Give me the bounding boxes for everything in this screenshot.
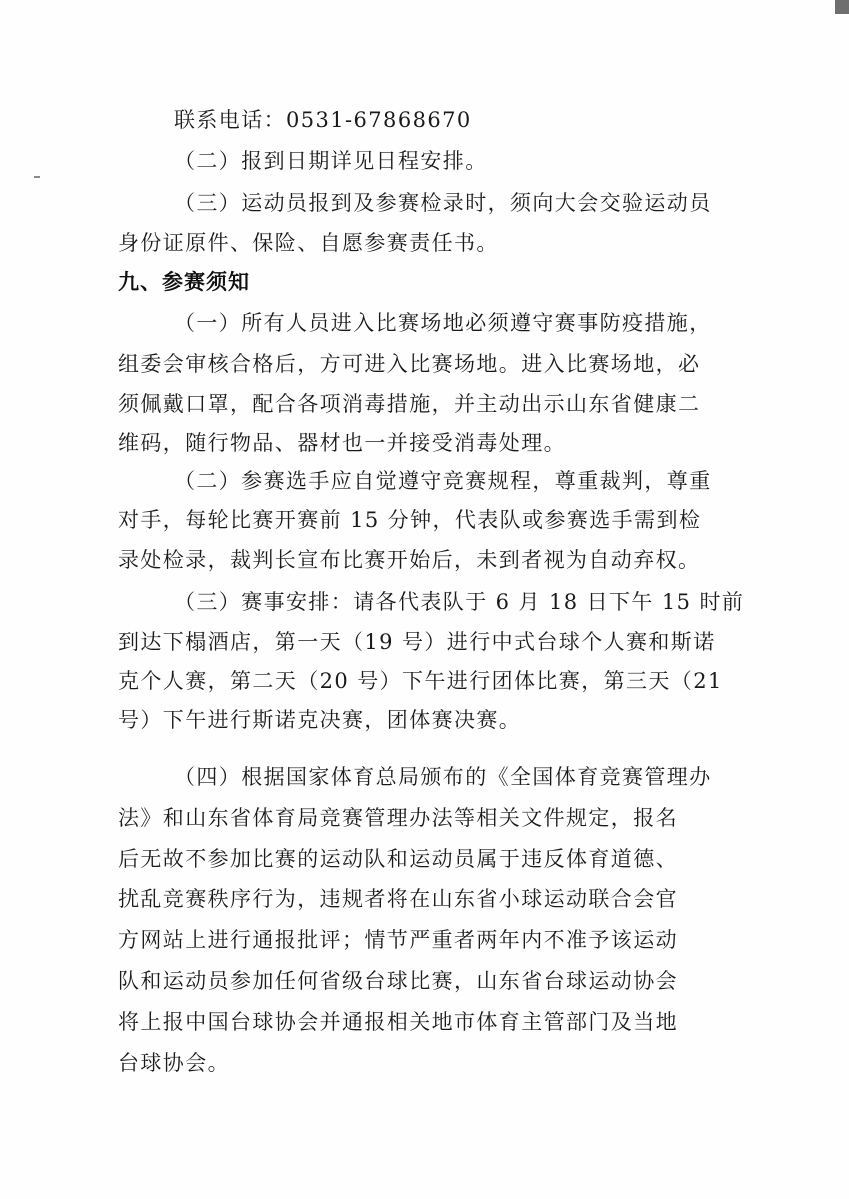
paragraph-line: （四）根据国家体育总局颁布的《全国体育竞赛管理办 bbox=[174, 765, 712, 789]
paragraph-line: 台球协会。 bbox=[118, 1051, 230, 1075]
paragraph-line: 方网站上进行通报批评；情节严重者两年内不准予该运动 bbox=[118, 928, 678, 952]
paragraph-line: 克个人赛，第二天（20 号）下午进行团体比赛，第三天（21 bbox=[118, 669, 723, 693]
paragraph-line: 扰乱竞赛秩序行为，违规者将在山东省小球运动联合会官 bbox=[118, 887, 678, 911]
paragraph-line: 录处检录，裁判长宣布比赛开始后，未到者视为自动弃权。 bbox=[118, 548, 701, 572]
paragraph-line: 须佩戴口罩，配合各项消毒措施，并主动出示山东省健康二 bbox=[118, 392, 701, 416]
registration-date-line: （二）报到日期详见日程安排。 bbox=[174, 149, 488, 173]
paragraph-line: （三）赛事安排：请各代表队于 6 月 18 日下午 15 时前 bbox=[174, 590, 745, 614]
scan-corner-mark bbox=[835, 0, 849, 14]
paragraph-line: 维码，随行物品、器材也一并接受消毒处理。 bbox=[118, 431, 566, 455]
paragraph-line: 队和运动员参加任何省级台球比赛，山东省台球运动协会 bbox=[118, 969, 678, 993]
paragraph-line: （一）所有人员进入比赛场地必须遵守赛事防疫措施， bbox=[174, 311, 712, 335]
section-heading: 九、参赛须知 bbox=[118, 270, 250, 294]
paragraph-line: 对手，每轮比赛开赛前 15 分钟，代表队或参赛选手需到检 bbox=[118, 508, 702, 532]
athlete-check-line: （三）运动员报到及参赛检录时，须向大会交验运动员 bbox=[174, 191, 712, 215]
paragraph-line: 后无故不参加比赛的运动队和运动员属于违反体育道德、 bbox=[118, 847, 678, 871]
scan-speck bbox=[34, 176, 40, 178]
paragraph-line: （二）参赛选手应自觉遵守竞赛规程，尊重裁判，尊重 bbox=[174, 469, 712, 493]
paragraph-line: 法》和山东省体育局竞赛管理办法等相关文件规定，报名 bbox=[118, 806, 678, 830]
paragraph-line: 组委会审核合格后，方可进入比赛场地。进入比赛场地，必 bbox=[118, 352, 701, 376]
paragraph-line: 号）下午进行斯诺克决赛，团体赛决赛。 bbox=[118, 708, 522, 732]
contact-phone-line: 联系电话：0531-67868670 bbox=[174, 108, 472, 132]
athlete-documents-line: 身份证原件、保险、自愿参赛责任书。 bbox=[118, 231, 499, 255]
paragraph-line: 将上报中国台球协会并通报相关地市体育主管部门及当地 bbox=[118, 1010, 678, 1034]
paragraph-line: 到达下榻酒店，第一天（19 号）进行中式台球个人赛和斯诺 bbox=[118, 630, 716, 654]
